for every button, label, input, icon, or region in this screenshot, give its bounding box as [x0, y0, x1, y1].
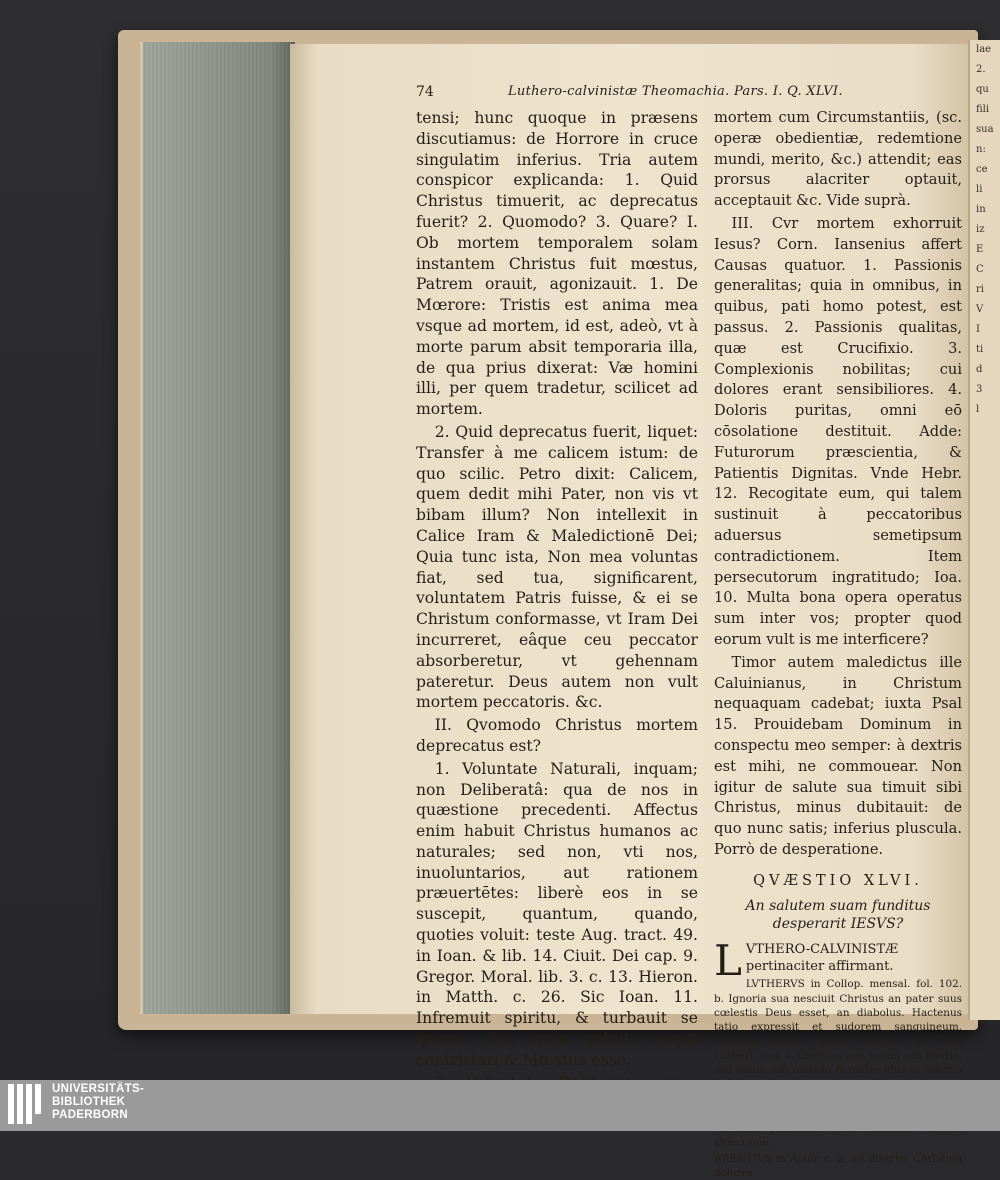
paragraph: 1. Voluntate Naturali, inquam; non Deliberatâ: qua de nos in quæstione precedenti. Affectus enim habuit Christus humanos ac naturales; sed non, vti nos, inuoluntarios, aut rationem præuertētes: liberè eos in se suscepit, quantum, quando, quoties voluit: teste Aug. tract. 49. in Ioan. & lib. 14. Ciuit. Dei cap. 9. Gregor. Moral. lib. 3. c. 13. Hieron. in Matth. c. 26. Sic Ioan. 11. Infremuit spiritu, & turbauit se ipsum. Sic, quia voluit, cœpit contristari & Mœstus esse.	[416, 759, 698, 1069]
drop-cap: L	[714, 936, 742, 986]
next-page-fragment: qu	[976, 84, 989, 95]
library-footer	[0, 1080, 1000, 1131]
paragraph: Timor autem maledictus ille Caluinianus, in Christum nequaquam cadebat; iuxta Psal 15. Prouidebam Dominum in conspectu meo semper: à dextris est mihi, ne commouear. Non igitur de salute sua timuit sibi Christus, minus dubitauit: de quo nunc satis; inferius pluscula. Porrò de desperatione.	[714, 653, 962, 858]
next-page-fragment: iz	[976, 224, 985, 235]
page-number: 74	[416, 84, 434, 100]
paragraph: 2. Quid deprecatus fuerit, liquet: Transfer à me calicem istum: de quo scilic. Petro dixit: Calicem, quem dedit mihi Pater, non vis vt bibam illum? Non intellexit in Calice Iram & Maledictionē Dei; Quia tunc ista, Non mea voluntas fiat, sed tua, significarent, voluntatem Patris fuisse, & ei se Christum conformasse, vt Iram Dei incurreret, eâque ceu peccator absorberetur, vt gehennam pateretur. Deus autem non vult mortem peccatoris. &c.	[416, 422, 698, 712]
question-subtitle: An salutem suam funditus desperarit IESVS?	[745, 898, 931, 933]
paragraph: mortem cum Circumstantiis, (sc. operæ obedientiæ, redemtione mundi, merito, &c.) attendit; eas prorsus alacriter optauit, acceptauit &c. Vide suprà.	[714, 109, 962, 210]
right-column	[714, 108, 962, 1180]
next-page-fragment: V	[976, 304, 984, 315]
answer-text: VTHERO-CALVINISTÆ pertinaciter affirmant.	[745, 942, 899, 975]
next-page-fragment: n:	[976, 144, 986, 155]
library-logo-icon	[8, 1084, 44, 1124]
paragraph: III. Cvr mortem exhorruit Iesus? Corn. Iansenius affert Causas quatuor. 1. Passionis generalitas; quia in omnibus, in quibus, pati homo potest, est passus. 2. Passionis qualitas, quæ est Crucifixio. 3. Complexionis nobilitas; cui dolores erant sensibiliores. 4. Doloris puritas, omni eō cōsolatione destituit. Adde: Futurorum præscientia, & Patientis Dignitas. Vnde Hebr. 12. Recogitate eum, qui talem sustinuit à peccatoribus aduersus semetipsum contradictionem. Item persecutorum ingratitudo; Ioa. 10. Multa bona opera operatus sum inter vos; propter quod eorum vult is me interficere?	[714, 214, 962, 648]
next-page-fragment: d	[976, 364, 983, 375]
next-page-edge	[968, 40, 1000, 1020]
note: LVTHERVS in Collop. mensal. fol. 102. b. Ignoria sua nesciuit Christus an pater suus cœlestis Deus esset, an diabolus. Hactenus tatio expressit et sudorem sanguineum. Nicolaus Gallus, apud Andream in Fidel Lutheri, cap. 4. Christus non solum sub Pontio, sed etiam sub diabolo & matre eius in inferno	[714, 978, 963, 1076]
answer-paragraph	[714, 936, 962, 986]
running-head	[416, 84, 956, 108]
note: BRENTIVS in Actor. c. 2, ait diserte: Christum dolores	[714, 1152, 962, 1180]
next-page-fragment: l	[976, 404, 980, 415]
next-page-fragment: lae	[976, 44, 992, 55]
note: abiectione.	[714, 1136, 773, 1149]
next-page-fragment: I	[976, 324, 980, 335]
running-title: Luthero-calvinistæ Theomachia. Pars. I. Q. XLVI.	[508, 84, 843, 99]
next-page-fragment: 2.	[976, 64, 986, 75]
next-page-fragment: sua	[976, 124, 994, 135]
next-page-fragment: ce	[976, 164, 988, 175]
left-column	[416, 108, 698, 1114]
next-page-fragment: ti	[976, 344, 984, 355]
next-page-fragment: li	[976, 184, 983, 195]
next-page-fragment: 3	[976, 384, 983, 395]
library-name	[52, 1083, 144, 1122]
next-page-fragment: in	[976, 204, 986, 215]
library-name-line: PADERBORN	[52, 1109, 128, 1121]
library-name-line: UNIVERSITÄTS-	[52, 1083, 145, 1095]
next-page-fragment: C	[976, 264, 984, 275]
question-heading: QVÆSTIO XLVI.	[753, 872, 923, 889]
next-page-fragment: E	[976, 244, 984, 255]
next-page-fragment: ri	[976, 284, 984, 295]
paragraph: II. Qvomodo Christus mortem deprecatus est?	[416, 716, 698, 755]
page-edges	[140, 42, 295, 1014]
next-page-fragment: fili	[976, 104, 990, 115]
book-page	[290, 44, 968, 1180]
paragraph: tensi; hunc quoque in præsens discutiamus: de Horrore in cruce singulatim inferius. Tria autem conspicor explicanda: 1. Quid Christus timuerit, ac deprecatus fuerit? 2. Quomodo? 3. Quare? I. Ob mortem temporalem solam instantem Christus fuit mœstus, Patrem orauit, agonizauit. 1. De Mœrore: Tristis est anima mea vsque ad mortem, id est, adeò, vt à morte parum absit temporaria illa, de qua prius dixerat: Væ homini illi, per quem tradetur, scilicet ad mortem.	[416, 109, 698, 419]
library-name-line: BIBLIOTHEK	[52, 1096, 126, 1108]
